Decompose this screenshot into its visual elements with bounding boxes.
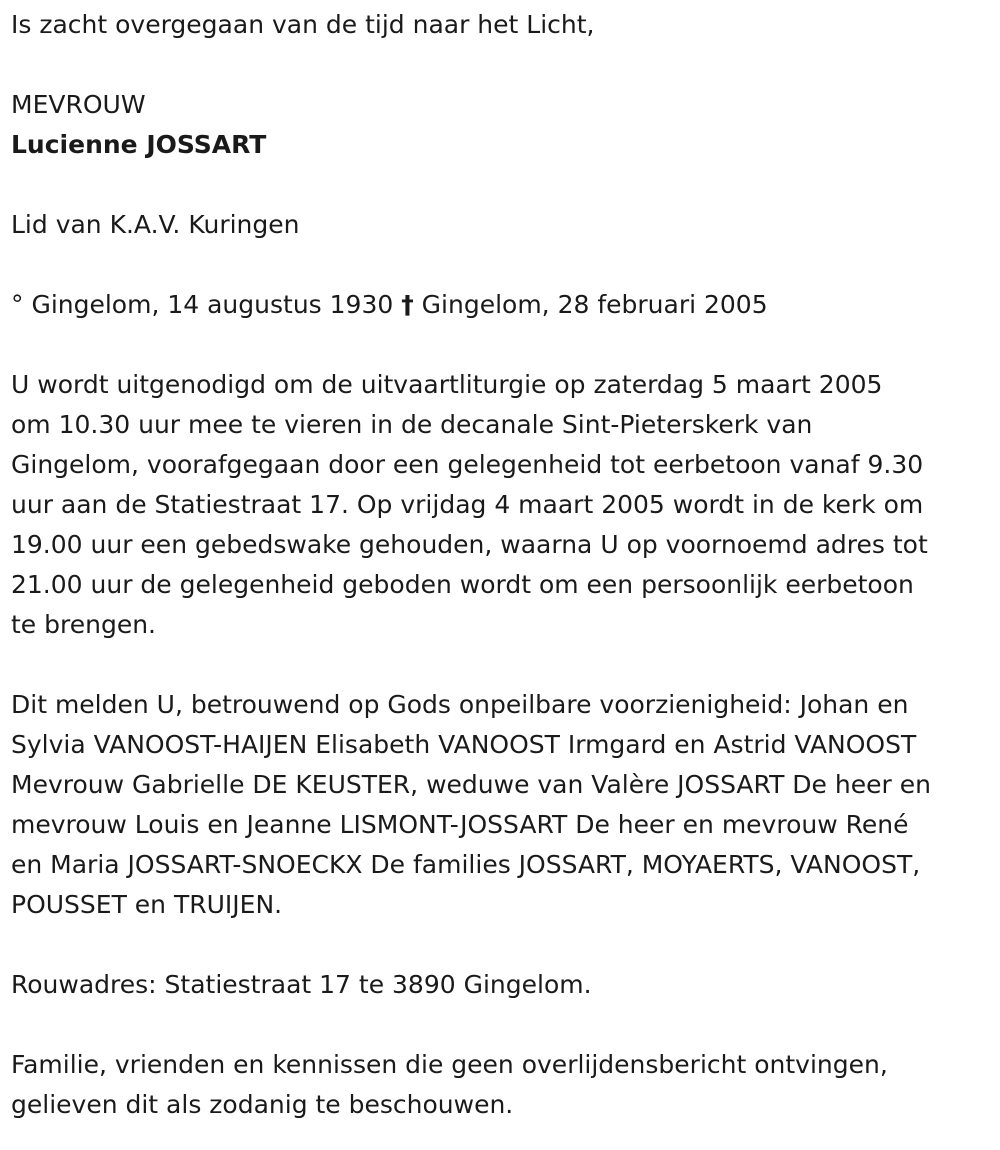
closing-line: Familie, vrienden en kennissen die geen overlijdensbericht ontvingen, [11, 1050, 888, 1079]
announcement-line: Dit melden U, betrouwend op Gods onpeilbare voorzienigheid: Johan en [11, 690, 909, 719]
spacer [11, 45, 1000, 85]
spacer [11, 925, 1000, 965]
deceased-name: Lucienne JOSSART [11, 130, 267, 159]
announcement-line: mevrouw Louis en Jeanne LISMONT-JOSSART De heer en mevrouw René [11, 810, 909, 839]
announcement-line: POUSSET en TRUIJEN. [11, 890, 283, 919]
announcement-line: Sylvia VANOOST-HAIJEN Elisabeth VANOOST Irmgard en Astrid VANOOST [11, 730, 917, 759]
spacer [11, 325, 1000, 365]
intro-text: Is zacht overgegaan van de tijd naar het Licht, [11, 10, 595, 39]
invitation-line: 21.00 uur de gelegenheid geboden wordt om een persoonlijk eerbetoon [11, 570, 914, 599]
invitation-line: om 10.30 uur mee te vieren in de decanale Sint-Pieterskerk van [11, 410, 813, 439]
invitation-line: U wordt uitgenodigd om de uitvaartliturgie op zaterdag 5 maart 2005 [11, 370, 883, 399]
spacer [11, 645, 1000, 685]
closing-line: gelieven dit als zodanig te beschouwen. [11, 1090, 514, 1119]
funeral-invitation [11, 365, 1000, 645]
announcement-line: Mevrouw Gabrielle DE KEUSTER, weduwe van Valère JOSSART De heer en [11, 770, 931, 799]
family-announcement [11, 685, 1000, 925]
invitation-line: Gingelom, voorafgegaan door een gelegenheid tot eerbetoon vanaf 9.30 [11, 450, 924, 479]
spacer [11, 245, 1000, 285]
birth-symbol: ° [11, 290, 24, 319]
closing-note [11, 1045, 1000, 1125]
honorific-title: MEVROUW [11, 90, 146, 119]
mourning-address: Rouwadres: Statiestraat 17 te 3890 Gingelom. [11, 970, 592, 999]
spacer [11, 1005, 1000, 1045]
cross-icon: † [401, 290, 414, 319]
birth-place-date: Gingelom, 14 augustus 1930 [31, 290, 394, 319]
invitation-line: 19.00 uur een gebedswake gehouden, waarna U op voornoemd adres tot [11, 530, 928, 559]
invitation-line: te brengen. [11, 610, 156, 639]
life-dates [11, 285, 1000, 325]
death-place-date: Gingelom, 28 februari 2005 [421, 290, 768, 319]
membership-text: Lid van K.A.V. Kuringen [11, 210, 300, 239]
spacer [11, 165, 1000, 205]
announcement-line: en Maria JOSSART-SNOECKX De families JOSSART, MOYAERTS, VANOOST, [11, 850, 921, 879]
invitation-line: uur aan de Statiestraat 17. Op vrijdag 4 maart 2005 wordt in de kerk om [11, 490, 924, 519]
